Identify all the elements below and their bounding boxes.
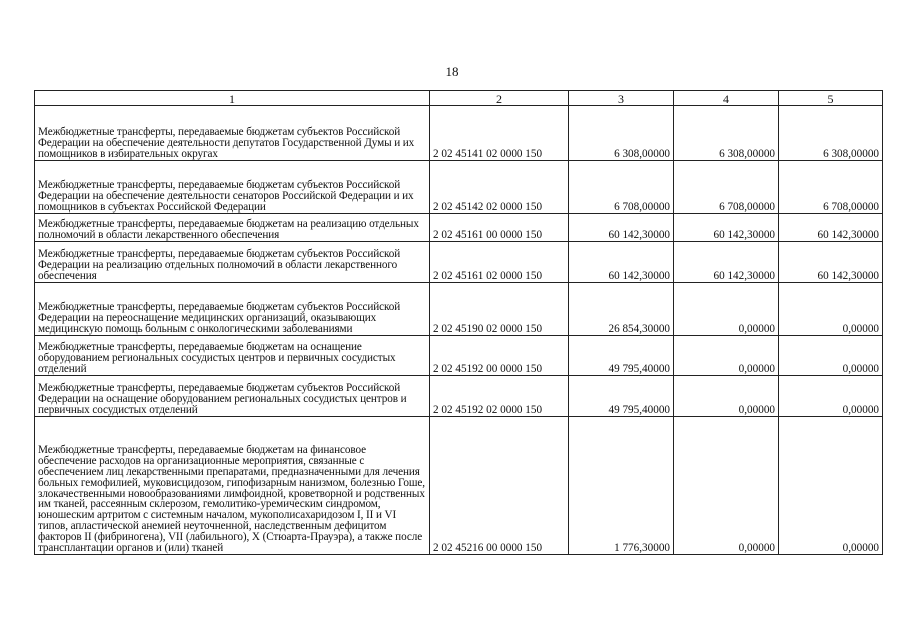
row-description: Межбюджетные трансферты, передаваемые бюджетам субъектов Российской Федерации на оснащение оборудованием региональных сосудистых центров и первичных сосудистых отделений xyxy=(35,376,430,417)
row-value-col4: 60 142,30000 xyxy=(674,214,779,242)
column-header-3: 3 xyxy=(569,91,674,106)
column-header-1: 1 xyxy=(35,91,430,106)
row-value-col5: 0,00000 xyxy=(779,417,883,555)
row-value-col4: 6 308,00000 xyxy=(674,106,779,161)
row-value-col4: 0,00000 xyxy=(674,336,779,376)
row-description: Межбюджетные трансферты, передаваемые бюджетам на реализацию отдельных полномочий в области лекарственного обеспечения xyxy=(35,214,430,242)
table-row xyxy=(35,161,883,214)
column-header-5: 5 xyxy=(779,91,883,106)
table-header-row xyxy=(35,91,883,106)
row-budget-code: 2 02 45161 02 0000 150 xyxy=(430,242,569,283)
column-header-2: 2 xyxy=(430,91,569,106)
row-value-col3: 49 795,40000 xyxy=(569,336,674,376)
row-budget-code: 2 02 45192 02 0000 150 xyxy=(430,376,569,417)
row-value-col5: 60 142,30000 xyxy=(779,242,883,283)
row-value-col4: 6 708,00000 xyxy=(674,161,779,214)
row-value-col4: 60 142,30000 xyxy=(674,242,779,283)
table-row xyxy=(35,106,883,161)
row-value-col4: 0,00000 xyxy=(674,376,779,417)
row-value-col5: 6 308,00000 xyxy=(779,106,883,161)
row-description: Межбюджетные трансферты, передаваемые бюджетам субъектов Российской Федерации на переоснащение медицинских организаций, оказывающих медицинскую помощь больным с онкологическими заболеваниями xyxy=(35,283,430,336)
row-budget-code: 2 02 45216 00 0000 150 xyxy=(430,417,569,555)
row-value-col4: 0,00000 xyxy=(674,283,779,336)
table-row xyxy=(35,417,883,555)
row-budget-code: 2 02 45141 02 0000 150 xyxy=(430,106,569,161)
row-value-col5: 0,00000 xyxy=(779,336,883,376)
row-value-col3: 60 142,30000 xyxy=(569,242,674,283)
row-value-col3: 1 776,30000 xyxy=(569,417,674,555)
row-value-col3: 49 795,40000 xyxy=(569,376,674,417)
row-value-col5: 0,00000 xyxy=(779,376,883,417)
column-header-4: 4 xyxy=(674,91,779,106)
row-budget-code: 2 02 45192 00 0000 150 xyxy=(430,336,569,376)
row-budget-code: 2 02 45161 00 0000 150 xyxy=(430,214,569,242)
budget-transfers-table xyxy=(34,90,883,555)
row-value-col4: 0,00000 xyxy=(674,417,779,555)
row-budget-code: 2 02 45142 02 0000 150 xyxy=(430,161,569,214)
table-row xyxy=(35,283,883,336)
page-number: 18 xyxy=(445,64,459,79)
row-value-col3: 6 708,00000 xyxy=(569,161,674,214)
row-description: Межбюджетные трансферты, передаваемые бюджетам субъектов Российской Федерации на реализацию отдельных полномочий в области лекарственного обеспечения xyxy=(35,242,430,283)
row-budget-code: 2 02 45190 02 0000 150 xyxy=(430,283,569,336)
row-description: Межбюджетные трансферты, передаваемые бюджетам на финансовое обеспечение расходов на организационные мероприятия, связанные с обеспечением лиц лекарственными препаратами, предназначенными для лечения больных гемофилией, муковисцидозом, гипофизарным нанизмом, болезнью Гоше, злокачественными новообразованиями лимфоидной, кроветворной и родственных им тканей, рассеянным склерозом, гемолитико-уремическим синдромом, юношеским артритом с системным началом, мукополисахаридозом I, II и VI типов, апластической анемией неуточненной, наследственным дефицитом факторов II (фибриногена), VII (лабильного), X (Стюарта-Прауэра), а также после трансплантации органов и (или) тканей xyxy=(35,417,430,555)
row-value-col5: 0,00000 xyxy=(779,283,883,336)
row-value-col3: 26 854,30000 xyxy=(569,283,674,336)
row-description: Межбюджетные трансферты, передаваемые бюджетам субъектов Российской Федерации на обеспечение деятельности сенаторов Российской Федерации и их помощников в субъектах Российской Федерации xyxy=(35,161,430,214)
row-value-col5: 60 142,30000 xyxy=(779,214,883,242)
row-description: Межбюджетные трансферты, передаваемые бюджетам на оснащение оборудованием региональных сосудистых центров и первичных сосудистых отделений xyxy=(35,336,430,376)
row-value-col5: 6 708,00000 xyxy=(779,161,883,214)
table-row xyxy=(35,376,883,417)
table-row xyxy=(35,214,883,242)
row-value-col3: 6 308,00000 xyxy=(569,106,674,161)
row-value-col3: 60 142,30000 xyxy=(569,214,674,242)
row-description: Межбюджетные трансферты, передаваемые бюджетам субъектов Российской Федерации на обеспечение деятельности депутатов Государственной Думы и их помощников в избирательных округах xyxy=(35,106,430,161)
table-row xyxy=(35,336,883,376)
table-row xyxy=(35,242,883,283)
